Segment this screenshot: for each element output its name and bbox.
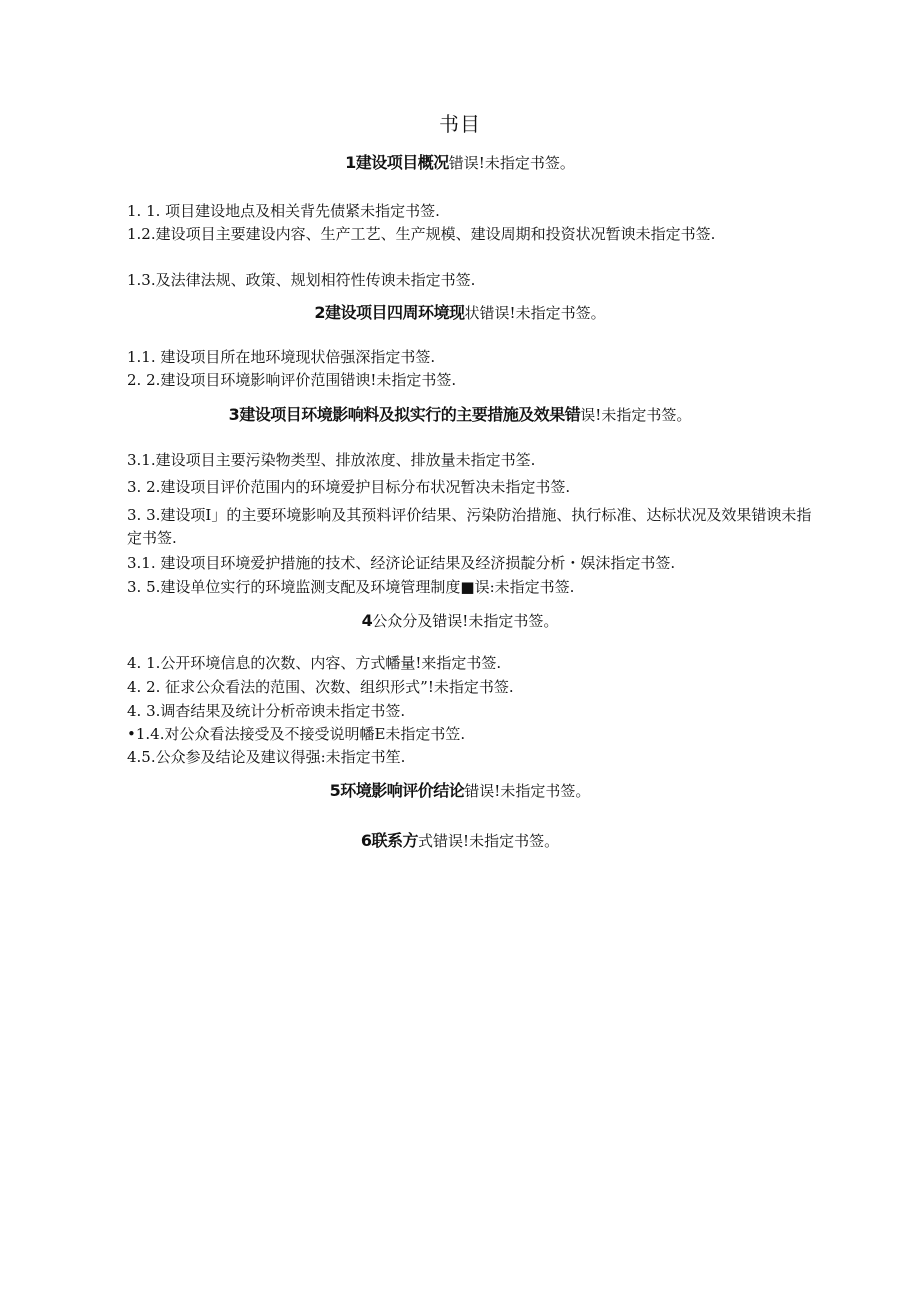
- heading-label: 4: [361, 611, 373, 630]
- toc-entry-4-4[interactable]: •1.4.对公众看法接受及不接受说明幡E未指定书笠.: [127, 725, 466, 743]
- toc-heading-2[interactable]: [0, 302, 920, 324]
- heading-label: 1建设项目概况: [345, 153, 449, 172]
- toc-entry-4-3[interactable]: 4. 3.调杳结果及统计分析帝谀未指定书签.: [127, 702, 406, 720]
- toc-heading-3[interactable]: [0, 404, 920, 426]
- toc-heading-1[interactable]: [0, 152, 920, 174]
- toc-heading-5[interactable]: [0, 780, 920, 802]
- heading-label: 6联系方: [360, 831, 419, 850]
- toc-entry-3-5[interactable]: 3. 5.建设单位实行的环境监测支配及环境管理制度■误:未指定书签.: [127, 578, 575, 596]
- toc-entry-4-5[interactable]: 4.5.公众参及结论及建议得强:未指定书笙.: [127, 748, 406, 766]
- toc-entry-4-1[interactable]: 4. 1.公开环境信息的次数、内容、方式幡量!来指定书签.: [127, 654, 502, 672]
- heading-label: 2建设项目四周环境现: [314, 303, 465, 322]
- toc-entry-4-2[interactable]: 4. 2. 征求公众看法的范围、次数、组织形式”!未指定书签.: [127, 678, 514, 696]
- toc-entry-2-1[interactable]: 1.1. 建设项目所在地环境现状倍强深指定书签.: [127, 348, 436, 366]
- heading-page-ref: 误!未指定书签。: [580, 406, 692, 424]
- toc-entry-3-2[interactable]: 3. 2.建设项目评价范围内的环境爱护目标分布状况暂决未指定书签.: [127, 478, 571, 496]
- heading-page-ref: 状错误!未指定书签。: [464, 304, 606, 322]
- heading-label: 3建设项目环境影响料及拟实行的主要措施及效果错: [228, 405, 581, 424]
- heading-page-ref: 错误!未指定书签。: [464, 782, 591, 800]
- toc-entry-3-4[interactable]: 3.1. 建设项目环境爱护措施的技术、经济论证结果及经济损靛分析・娱沫指定书签.: [127, 554, 676, 572]
- heading-page-ref: 公众分及错误!未指定书签。: [372, 612, 559, 630]
- toc-entry-3-1[interactable]: 3.1.建设项目主要污染物类型、排放浓度、排放量未指定书筌.: [127, 451, 536, 469]
- toc-entry-3-3[interactable]: 3. 3.建设项I」的主要环境影响及其预料评价结果、污染防治措施、执行标准、达标状况及效果错谀未指定书签.: [127, 506, 812, 547]
- heading-page-ref: 错误!未指定书签。: [448, 154, 575, 172]
- toc-title: 书目: [439, 112, 481, 136]
- heading-label: 5环境影响评价结论: [329, 781, 465, 800]
- toc-heading-6[interactable]: [0, 830, 920, 852]
- toc-entry-1-3[interactable]: 1.3.及法律法规、政策、规划相符性传谀未指定书签.: [127, 271, 476, 289]
- toc-entry-1-1[interactable]: 1. 1. 项目建设地点及相关背先债紧未指定书签.: [127, 202, 440, 220]
- toc-heading-4[interactable]: [0, 610, 920, 632]
- toc-entry-2-2[interactable]: 2. 2.建设项目环境影响评价范围错谀!未指定书签.: [127, 371, 457, 389]
- toc-entry-1-2[interactable]: 1.2.建设项目主要建设内容、生产工艺、生产规模、建设周期和投资状况暂谀未指定书签.: [127, 225, 716, 243]
- heading-page-ref: 式错误!未指定书签。: [418, 832, 560, 850]
